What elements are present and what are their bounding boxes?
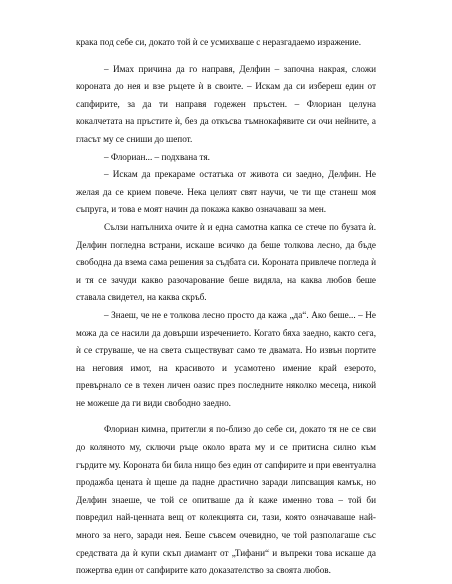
paragraph-narrative-1: Сълзи напълниха очите ѝ и една самотна капка се стече по бузата ѝ. Делфин погледна встрани, искаше всичко да беше толкова лесно, да бъде свободна да взема сама решения за съдбата си. Короната привлече погледа ѝ и тя се зачуди какво разочарование беше видяла, на каква любов беше ставала свидетел, на каква скръб. bbox=[76, 221, 376, 303]
paragraph-dialogue-2: – Флориан... – подхвана тя. bbox=[104, 151, 210, 162]
paragraph-narrative-2: Флориан кимна, притегли я по-близо до себе си, докато тя не се сви до коляното му, сключи ръце около врата му и се притисна силно към гърдите му. Короната би била нищо без един от сапфирите и при евентуална продажба цената ѝ щеше да падне драстично заради липсващия камък, но Делфин знаеше, че той се опитваше да ѝ каже именно това – той би повредил най-ценната вещ от колекцията си, тази, която означаваше най-много за него, заради нея. Беше съвсем очевидно, че той разполагаше със средствата да ѝ купи скъп диамант от „Тифани“ и въпреки това искаше да пожертва един от сапфирите като доказателство за своята любов. bbox=[76, 424, 376, 576]
paragraph-continuation: крака под себе си, докато той ѝ се усмихваше с неразгадаемо изражение. bbox=[76, 37, 362, 47]
paragraph-dialogue-4: – Знаеш, че не е толкова лесно просто да кажа „да“. Ако беше... – Не можа да се насили да довърши изречението. Когато бяха заедно, както сега, ѝ се струваше, че на света съществуват само те двамата. Но извън портите на неговия имот, на красивото и усамотено имение край езерото, превърнало се в техен личен оазис през последните няколко месеца, никой не можеше да ги види свободно заедно. bbox=[76, 309, 376, 408]
paragraph-dialogue-3: – Искам да прекараме остатъка от живота си заедно, Делфин. Не желая да се крием повече. Нека целият свят научи, че ти ще станеш моя съпруга, и това е моят начин да покажа какво означаваш за мен. bbox=[76, 169, 376, 215]
body-text bbox=[76, 34, 376, 580]
paragraph-dialogue-1: – Имах причина да го направя, Делфин – започна накрая, сложи короната до нея и взе ръцете ѝ в своите. – Искам да си избереш един от сапфирите, за да ти направя годежен пръстен. – Флориан целуна кокалчетата на пръстите ѝ, без да откъсва тъмнокафявите си очи нейните, а гласът му се сниши до шепот. bbox=[76, 63, 376, 144]
